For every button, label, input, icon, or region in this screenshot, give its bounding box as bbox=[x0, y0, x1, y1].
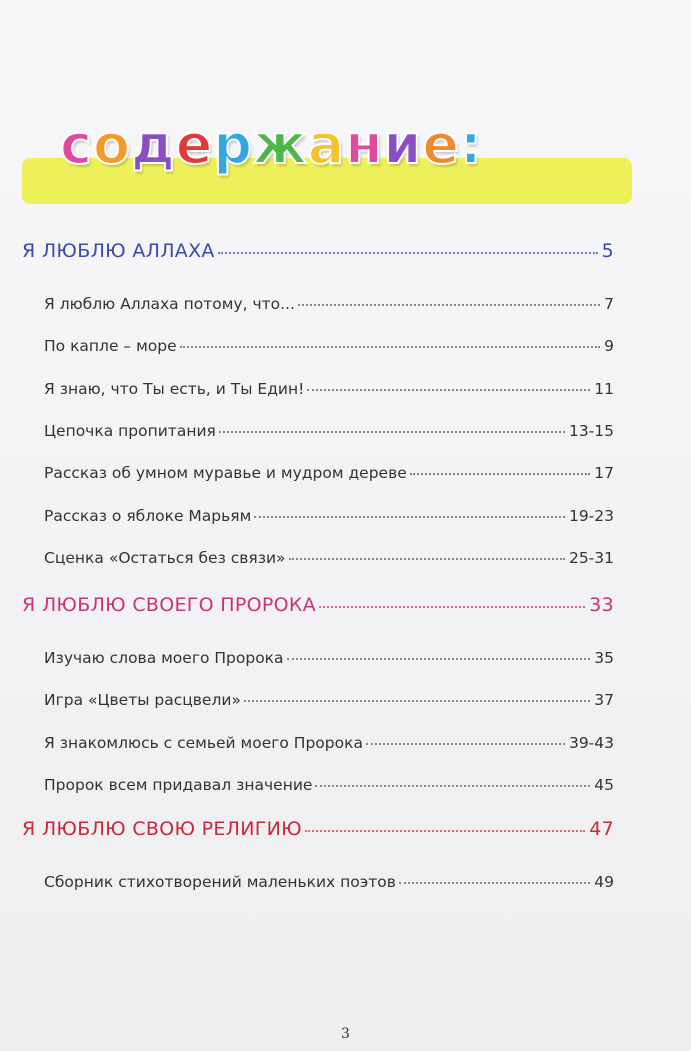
toc-entry-page: 49 bbox=[594, 873, 614, 891]
dot-leader bbox=[298, 303, 600, 306]
toc-section-page: 47 bbox=[589, 818, 614, 840]
dot-leader bbox=[180, 345, 600, 348]
toc-entry-title: Рассказ об умном муравье и мудром дереве bbox=[44, 464, 407, 482]
toc-entry-page: 25-31 bbox=[568, 549, 614, 567]
toc-entry-page: 17 bbox=[594, 464, 614, 482]
toc-section-title: Я ЛЮБЛЮ СВОЮ РЕЛИГИЮ bbox=[22, 818, 302, 840]
toc-section-page: 5 bbox=[601, 240, 614, 262]
dot-leader bbox=[218, 251, 598, 254]
toc-entry-page: 19-23 bbox=[568, 507, 614, 525]
toc-entry-title: Я люблю Аллаха потому, что... bbox=[44, 295, 295, 313]
page-number: 3 bbox=[341, 1026, 350, 1042]
toc-entry[interactable] bbox=[44, 464, 614, 482]
toc-entry[interactable] bbox=[44, 295, 614, 313]
toc-entry-title: Сборник стихотворений маленьких поэтов bbox=[44, 873, 396, 891]
toc-section[interactable] bbox=[22, 240, 614, 262]
toc-entry[interactable] bbox=[44, 337, 614, 355]
title-letter: н bbox=[345, 113, 384, 176]
toc-entry-page: 37 bbox=[594, 691, 614, 709]
toc-entry[interactable] bbox=[44, 776, 614, 794]
toc-entry[interactable] bbox=[44, 422, 614, 440]
toc-entry-page: 45 bbox=[594, 776, 614, 794]
toc-entry-page: 35 bbox=[594, 649, 614, 667]
dot-leader bbox=[289, 557, 565, 560]
toc-entry[interactable] bbox=[44, 873, 614, 891]
dot-leader bbox=[305, 829, 585, 832]
toc-entry[interactable] bbox=[44, 507, 614, 525]
title-letter: е bbox=[422, 113, 461, 176]
dot-leader bbox=[254, 515, 565, 518]
title-letter: с bbox=[60, 113, 94, 176]
toc-entry[interactable] bbox=[44, 734, 614, 752]
toc-section-title: Я ЛЮБЛЮ АЛЛАХА bbox=[22, 240, 215, 262]
toc-section[interactable] bbox=[22, 818, 614, 840]
toc-entry-page: 13-15 bbox=[568, 422, 614, 440]
dot-leader bbox=[244, 699, 590, 702]
title-letter: : bbox=[460, 113, 483, 176]
dot-leader bbox=[307, 388, 590, 391]
dot-leader bbox=[319, 605, 585, 608]
toc-entry-title: Цепочка пропитания bbox=[44, 422, 216, 440]
toc-section[interactable] bbox=[22, 594, 614, 616]
title-letter: и bbox=[383, 113, 423, 176]
title-letter: о bbox=[93, 113, 132, 176]
toc-entry-title: Я знаю, что Ты есть, и Ты Един! bbox=[44, 380, 305, 398]
title-letter: р bbox=[213, 113, 254, 176]
toc-entry[interactable] bbox=[44, 549, 614, 567]
toc-section-title: Я ЛЮБЛЮ СВОЕГО ПРОРОКА bbox=[22, 594, 316, 616]
toc-entry[interactable] bbox=[44, 691, 614, 709]
toc-entry-title: Игра «Цветы расцвели» bbox=[44, 691, 241, 709]
toc-entry-title: Пророк всем придавал значение bbox=[44, 776, 313, 794]
dot-leader bbox=[219, 430, 565, 433]
page-title bbox=[60, 113, 483, 176]
toc-entry-title: Я знакомлюсь с семьей моего Пророка bbox=[44, 734, 363, 752]
toc-entry-title: Рассказ о яблоке Марьям bbox=[44, 507, 252, 525]
toc-section-page: 33 bbox=[589, 594, 614, 616]
title-letter: а bbox=[307, 113, 346, 176]
dot-leader bbox=[399, 881, 590, 884]
toc-entry[interactable] bbox=[44, 649, 614, 667]
toc-entry-title: По капле – море bbox=[44, 337, 177, 355]
title-letter: е bbox=[175, 113, 214, 176]
dot-leader bbox=[315, 784, 590, 787]
toc-entry-page: 39-43 bbox=[568, 734, 614, 752]
dot-leader bbox=[366, 742, 565, 745]
toc-entry-title: Изучаю слова моего Пророка bbox=[44, 649, 284, 667]
toc-entry-page: 11 bbox=[594, 380, 614, 398]
title-letter: д bbox=[131, 113, 176, 176]
toc-entry-title: Сценка «Остаться без связи» bbox=[44, 549, 286, 567]
toc-entry[interactable] bbox=[44, 380, 614, 398]
dot-leader bbox=[287, 657, 591, 660]
toc-entry-page: 7 bbox=[604, 295, 614, 313]
dot-leader bbox=[410, 472, 591, 475]
title-letter: ж bbox=[253, 113, 308, 176]
toc-entry-page: 9 bbox=[604, 337, 614, 355]
